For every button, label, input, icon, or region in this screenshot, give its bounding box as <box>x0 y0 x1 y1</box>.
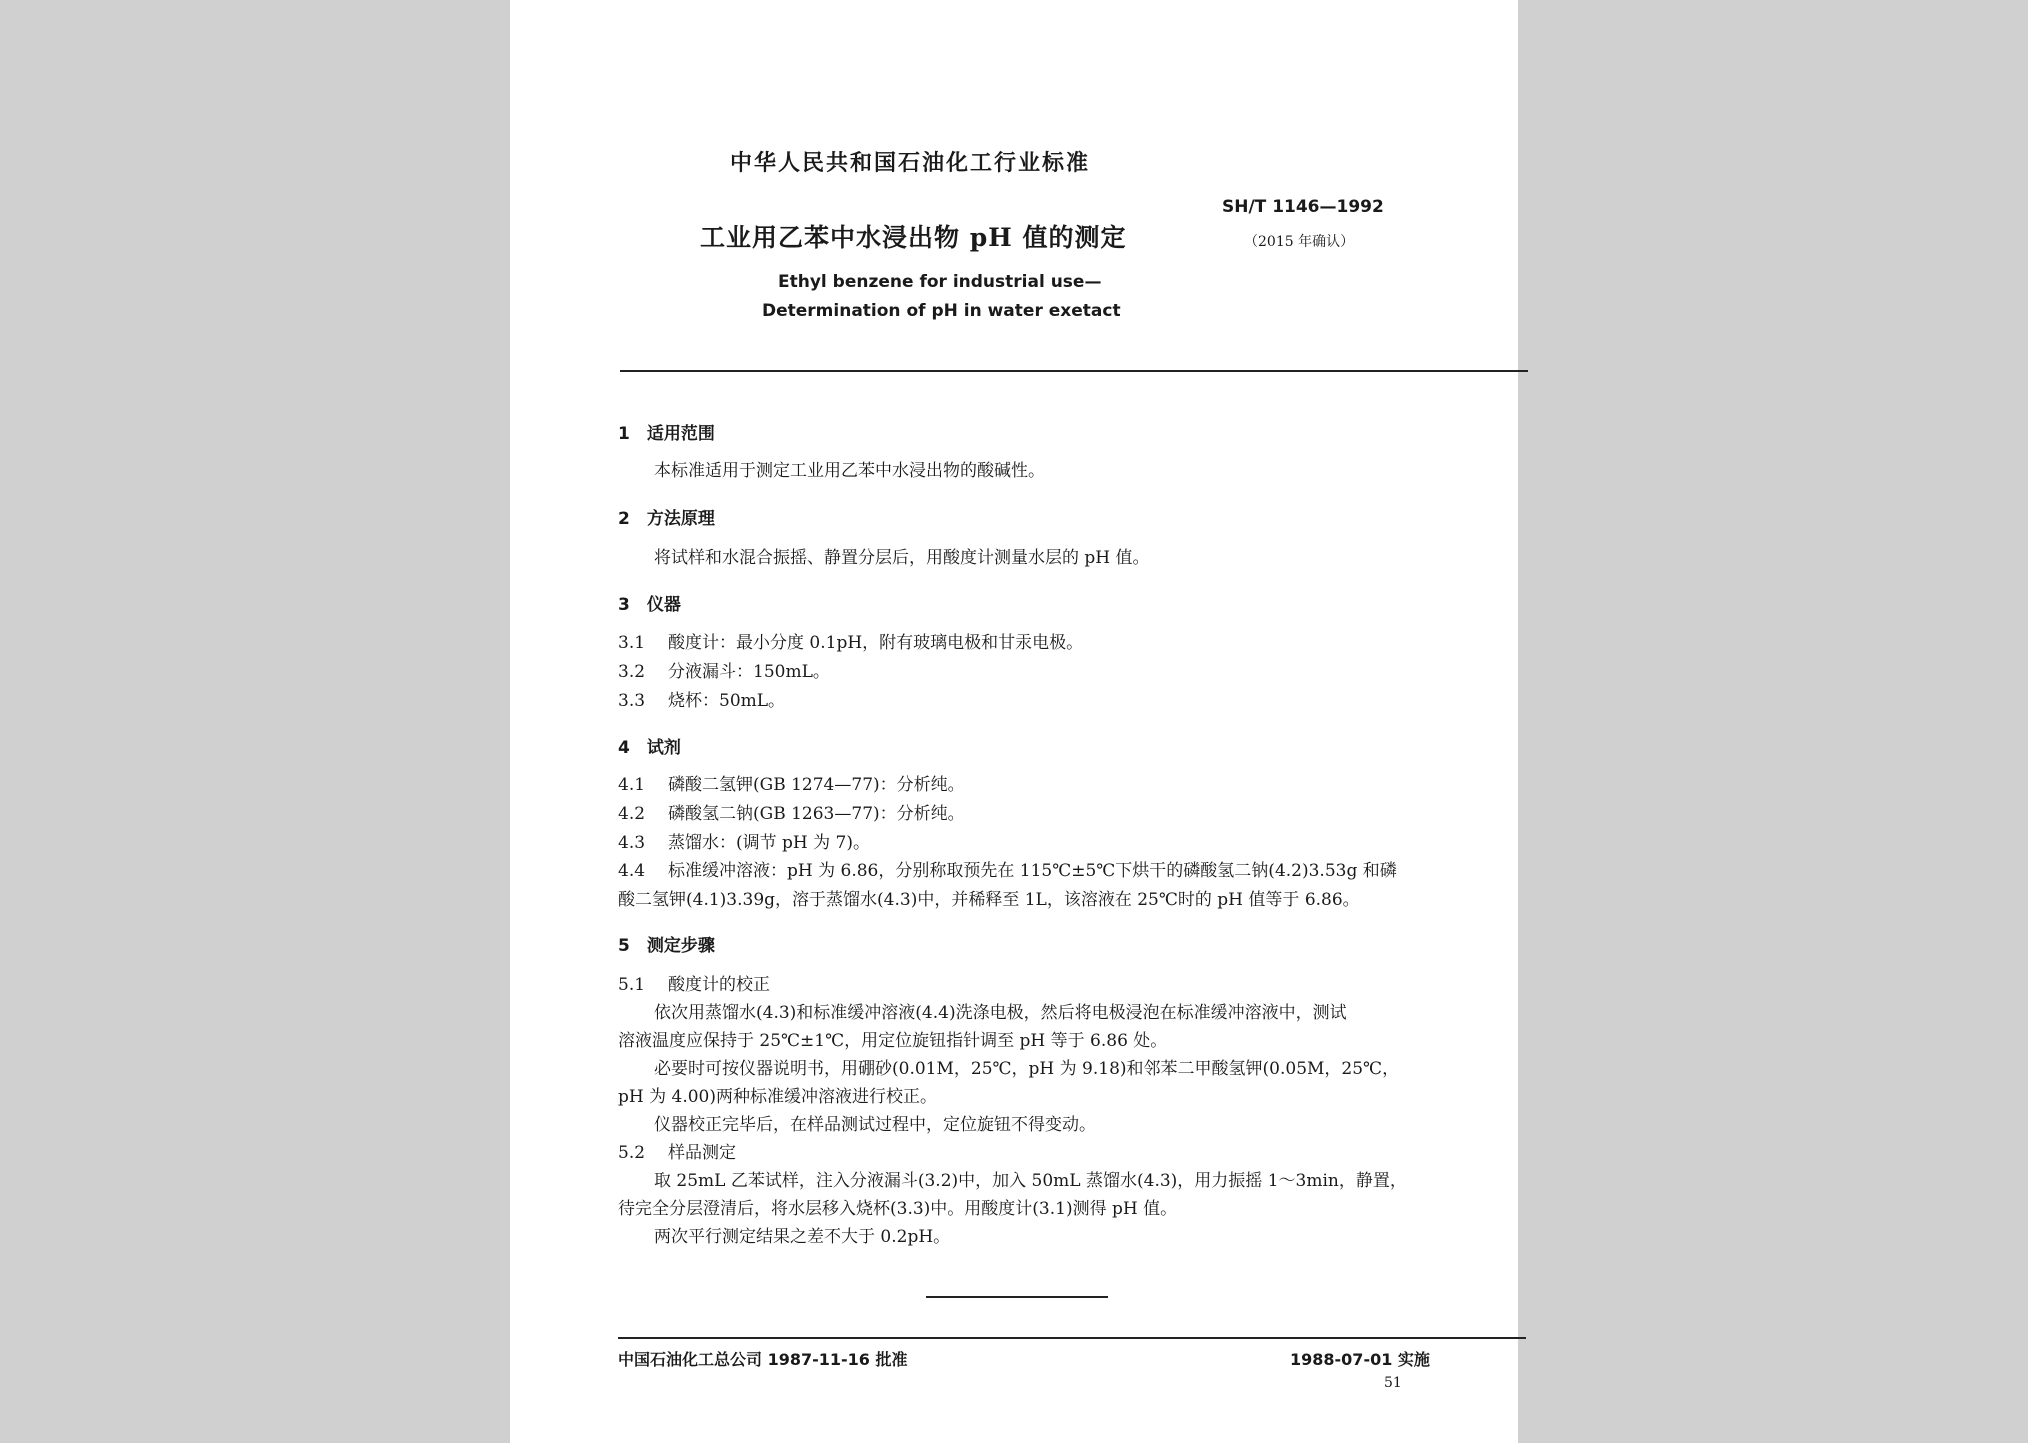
clause-3-1 <box>618 629 1415 657</box>
standard-code: SH/T 1146—1992 <box>1222 197 1384 217</box>
clause-3-2 <box>618 658 1415 686</box>
approval-note: 中国石油化工总公司 1987-11-16 批准 <box>618 1350 908 1369</box>
clause-5-2-para2: 两次平行测定结果之差不大于 0.2pH。 <box>654 1227 951 1247</box>
clause-text: 磷酸二氢钾(GB 1274—77)：分析纯。 <box>668 775 965 795</box>
confirmed-year: （2015 年确认） <box>1244 234 1355 250</box>
section-5-heading: 5 测定步骤 <box>618 936 715 956</box>
clause-text: 酸度计：最小分度 0.1pH，附有玻璃电极和甘汞电极。 <box>668 633 1084 653</box>
page-number: 51 <box>1384 1375 1402 1391</box>
end-of-text-rule <box>926 1296 1108 1298</box>
clause-number: 4.4 <box>618 861 646 881</box>
clause-number: 3.1 <box>618 633 646 653</box>
document-title-cn: 工业用乙苯中水浸出物 pH 值的测定 <box>700 223 1127 252</box>
clause-number: 5.2 <box>618 1143 646 1163</box>
clause-title: 酸度计的校正 <box>668 975 770 995</box>
clause-5-2-heading <box>618 1139 1415 1167</box>
clause-number: 3.3 <box>618 691 646 711</box>
section-3-heading: 3 仪器 <box>618 595 681 615</box>
clause-5-1-para1-line1: 依次用蒸馏水(4.3)和标准缓冲溶液(4.4)洗涤电极，然后将电极浸泡在标准缓冲溶液中，测试 <box>654 1003 1347 1023</box>
document-title-en-line1: Ethyl benzene for industrial use— <box>778 272 1102 292</box>
clause-5-1-para1-line2: 溶液温度应保持于 25℃±1℃，用定位旋钮指针调至 pH 等于 6.86 处。 <box>618 1031 1168 1051</box>
clause-text: 烧杯：50mL。 <box>668 691 786 711</box>
clause-5-1-para2-line2: pH 为 4.00)两种标准缓冲溶液进行校正。 <box>618 1087 937 1107</box>
clause-4-4 <box>618 857 1415 885</box>
clause-number: 4.1 <box>618 775 646 795</box>
clause-5-1-heading <box>618 971 1415 999</box>
section-2-body: 将试样和水混合振摇、静置分层后，用酸度计测量水层的 pH 值。 <box>654 548 1150 568</box>
clause-text-line1: 标准缓冲溶液：pH 为 6.86，分别称取预先在 115℃±5℃下烘干的磷酸氢二钠(4.2)3.53g 和磷 <box>668 861 1397 881</box>
clause-4-4-line2: 酸二氢钾(4.1)3.39g，溶于蒸馏水(4.3)中，并稀释至 1L，该溶液在 25℃时的 pH 值等于 6.86。 <box>618 890 1360 910</box>
footer-divider <box>618 1337 1526 1339</box>
clause-5-1-para3: 仪器校正完毕后，在样品测试过程中，定位旋钮不得变动。 <box>654 1115 1096 1135</box>
implementation-date: 1988-07-01 实施 <box>1290 1350 1430 1369</box>
clause-number: 5.1 <box>618 975 646 995</box>
clause-title: 样品测定 <box>668 1143 736 1163</box>
clause-number: 4.2 <box>618 804 646 824</box>
clause-5-1-para2-line1: 必要时可按仪器说明书，用硼砂(0.01M，25℃，pH 为 9.18)和邻苯二甲酸氢钾(0.05M，25℃， <box>654 1059 1400 1079</box>
clause-text: 分液漏斗：150mL。 <box>668 662 830 682</box>
clause-text: 磷酸氢二钠(GB 1263—77)：分析纯。 <box>668 804 965 824</box>
header-divider <box>620 370 1528 372</box>
clause-5-2-para1-line2: 待完全分层澄清后，将水层移入烧杯(3.3)中。用酸度计(3.1)测得 pH 值。 <box>618 1199 1178 1219</box>
clause-number: 4.3 <box>618 833 646 853</box>
org-standard-title: 中华人民共和国石油化工行业标准 <box>730 151 1091 176</box>
clause-4-1 <box>618 771 1415 799</box>
document-title-en-line2: Determination of pH in water exetact <box>762 301 1121 321</box>
clause-number: 3.2 <box>618 662 646 682</box>
clause-4-2 <box>618 800 1415 828</box>
document-page <box>510 0 1518 1443</box>
section-1-body: 本标准适用于测定工业用乙苯中水浸出物的酸碱性。 <box>654 461 1045 481</box>
section-2-heading: 2 方法原理 <box>618 509 715 529</box>
clause-4-3 <box>618 829 1415 857</box>
clause-3-3 <box>618 687 1415 715</box>
clause-text: 蒸馏水：(调节 pH 为 7)。 <box>668 833 870 853</box>
section-4-heading: 4 试剂 <box>618 738 681 758</box>
section-1-heading: 1 适用范围 <box>618 424 715 444</box>
clause-5-2-para1-line1: 取 25mL 乙苯试样，注入分液漏斗(3.2)中，加入 50mL 蒸馏水(4.3)，用力振摇 1～3min，静置， <box>654 1171 1407 1191</box>
